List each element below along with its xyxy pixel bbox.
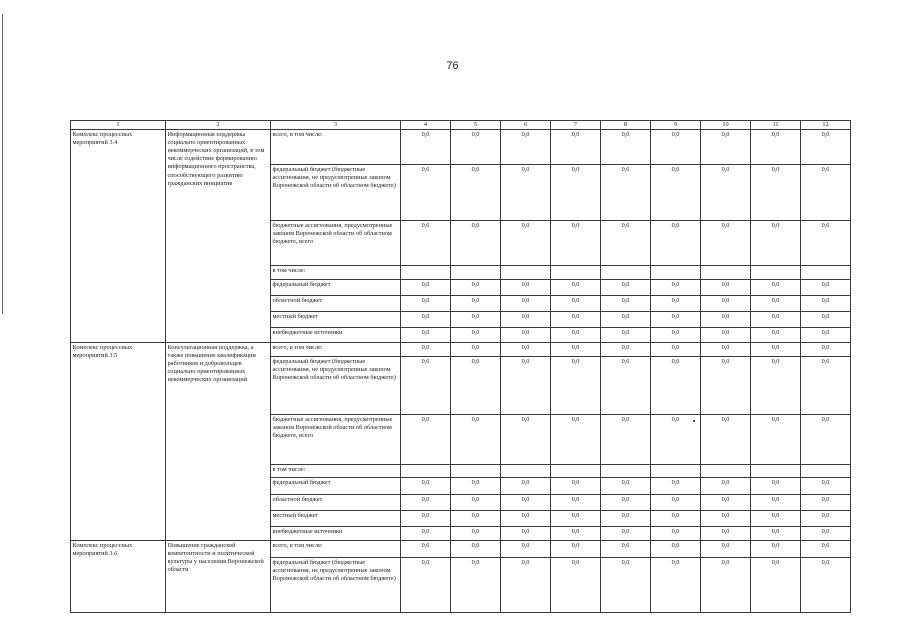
value-cell: 0,0	[601, 296, 651, 312]
value-cell: 0,0	[751, 296, 801, 312]
value-cell: 0,0	[651, 357, 701, 415]
funding-source-label: областной бюджет	[271, 296, 401, 312]
value-cell: 0,0	[401, 511, 451, 527]
value-cell: 0,0	[651, 221, 701, 266]
value-cell	[601, 465, 651, 478]
value-cell: 0,0	[501, 415, 551, 465]
value-cell: 0,0	[651, 328, 701, 343]
value-cell	[501, 266, 551, 280]
value-cell: 0,0	[551, 558, 601, 613]
value-cell: 0,0	[751, 478, 801, 495]
value-cell: 0,0	[451, 165, 501, 221]
funding-source-label: бюджетные ассигнования, предусмотренные законом Воронежской области об областном бюджете, всего	[271, 221, 401, 266]
column-header: 1	[71, 121, 166, 130]
value-cell: 0,0	[751, 357, 801, 415]
value-cell: 0,0	[751, 558, 801, 613]
activity-description-cell: Консультационная поддержка, а также повышение квалификации работников и добровольцев социально ориентированных некоммерческих организаций	[166, 343, 271, 541]
value-cell: 0,0	[601, 495, 651, 511]
value-cell: 0,0	[751, 415, 801, 465]
value-cell	[751, 266, 801, 280]
page-edge-line	[2, 14, 3, 314]
value-cell: 0,0	[551, 312, 601, 328]
value-cell: 0,0	[451, 343, 501, 357]
value-cell: 0,0	[651, 280, 701, 296]
value-cell: 0,0	[401, 296, 451, 312]
value-cell: 0,0	[401, 478, 451, 495]
value-cell: 0,0	[751, 312, 801, 328]
funding-source-label: федеральный бюджет	[271, 478, 401, 495]
value-cell: 0,0	[801, 296, 851, 312]
page-number: 76	[446, 60, 459, 72]
value-cell: 0,0	[501, 527, 551, 541]
value-cell: 0,0	[601, 165, 651, 221]
activity-complex-cell: Комплекс процессных мероприятий 3.5	[71, 343, 166, 541]
value-cell: 0,0	[501, 558, 551, 613]
column-header: 10	[701, 121, 751, 130]
value-cell: 0,0	[701, 296, 751, 312]
value-cell: 0,0	[451, 221, 501, 266]
value-cell: 0,0	[751, 343, 801, 357]
value-cell	[701, 266, 751, 280]
value-cell: 0,0	[401, 415, 451, 465]
value-cell: 0,0	[751, 221, 801, 266]
value-cell	[651, 266, 701, 280]
value-cell	[551, 266, 601, 280]
value-cell: 0,0	[801, 328, 851, 343]
column-header: 4	[401, 121, 451, 130]
value-cell: 0,0	[751, 328, 801, 343]
funding-source-label: федеральный бюджет (бюджетные ассигнования, не предусмотренные законом Воронежской области об областном бюджете)	[271, 165, 401, 221]
column-header: 5	[451, 121, 501, 130]
value-cell: 0,0	[701, 495, 751, 511]
value-cell: 0,0	[601, 280, 651, 296]
value-cell: 0,0	[501, 343, 551, 357]
funding-source-label: всего, в том числе:	[271, 130, 401, 165]
value-cell: 0,0	[701, 541, 751, 558]
column-header: 12	[801, 121, 851, 130]
column-header: 3	[271, 121, 401, 130]
value-cell: 0,0	[401, 130, 451, 165]
value-cell: 0,0	[551, 495, 601, 511]
value-cell: 0,0	[501, 312, 551, 328]
value-cell: 0,0	[701, 221, 751, 266]
value-cell: 0,0	[501, 296, 551, 312]
funding-source-label: бюджетные ассигнования, предусмотренные законом Воронежской области об областном бюджете, всего	[271, 415, 401, 465]
funding-source-label: федеральный бюджет (бюджетные ассигнования, не предусмотренные законом Воронежской области об областном бюджете)	[271, 558, 401, 613]
funding-source-label: в том числе:	[271, 465, 401, 478]
value-cell: 0,0	[601, 415, 651, 465]
value-cell: 0,0	[651, 415, 701, 465]
value-cell: 0,0	[651, 130, 701, 165]
value-cell: 0,0	[501, 221, 551, 266]
value-cell: 0,0	[451, 296, 501, 312]
value-cell: 0,0	[401, 558, 451, 613]
value-cell: 0,0	[701, 280, 751, 296]
value-cell: 0,0	[801, 357, 851, 415]
value-cell: 0,0	[701, 312, 751, 328]
value-cell: 0,0	[801, 130, 851, 165]
value-cell	[751, 465, 801, 478]
value-cell: 0,0	[801, 415, 851, 465]
value-cell	[801, 465, 851, 478]
activity-description-cell: Информационная поддержка социально ориентированных некоммерческих организаций, в том числе содействие формированию информационного пространства, способствующего развитию гражданских инициатив	[166, 130, 271, 343]
value-cell: 0,0	[751, 527, 801, 541]
value-cell: 0,0	[451, 495, 501, 511]
value-cell: 0,0	[601, 357, 651, 415]
table-row	[71, 130, 851, 165]
value-cell: 0,0	[551, 511, 601, 527]
value-cell: 0,0	[701, 415, 751, 465]
column-header: 9	[651, 121, 701, 130]
funding-source-label: федеральный бюджет	[271, 280, 401, 296]
value-cell: 0,0	[601, 541, 651, 558]
value-cell: 0,0	[601, 511, 651, 527]
funding-source-label: местный бюджет	[271, 511, 401, 527]
value-cell: 0,0	[701, 478, 751, 495]
value-cell: 0,0	[801, 478, 851, 495]
value-cell: 0,0	[401, 541, 451, 558]
value-cell: 0,0	[401, 328, 451, 343]
value-cell: 0,0	[501, 495, 551, 511]
value-cell: 0,0	[451, 280, 501, 296]
activity-complex-cell: Комплекс процессных мероприятий 3.4	[71, 130, 166, 343]
activity-complex-cell: Комплекс процессных мероприятий 3.6	[71, 541, 166, 613]
value-cell: 0,0	[751, 511, 801, 527]
value-cell: 0,0	[601, 130, 651, 165]
value-cell: 0,0	[751, 165, 801, 221]
value-cell: 0,0	[751, 541, 801, 558]
value-cell: 0,0	[751, 280, 801, 296]
value-cell: 0,0	[801, 511, 851, 527]
value-cell: 0,0	[601, 312, 651, 328]
value-cell: 0,0	[501, 328, 551, 343]
column-header: 2	[166, 121, 271, 130]
value-cell: 0,0	[551, 280, 601, 296]
value-cell: 0,0	[651, 541, 701, 558]
value-cell: 0,0	[451, 541, 501, 558]
value-cell: 0,0	[701, 357, 751, 415]
value-cell: 0,0	[651, 165, 701, 221]
value-cell	[651, 465, 701, 478]
value-cell: 0,0	[551, 541, 601, 558]
funding-source-label: всего, в том числе:	[271, 343, 401, 357]
value-cell: 0,0	[551, 357, 601, 415]
value-cell: 0,0	[551, 130, 601, 165]
value-cell: 0,0	[551, 415, 601, 465]
value-cell	[451, 266, 501, 280]
value-cell: 0,0	[701, 165, 751, 221]
value-cell: 0,0	[551, 296, 601, 312]
value-cell: 0,0	[751, 495, 801, 511]
value-cell: 0,0	[451, 527, 501, 541]
value-cell: 0,0	[751, 130, 801, 165]
value-cell: 0,0	[451, 328, 501, 343]
column-header: 8	[601, 121, 651, 130]
value-cell: 0,0	[651, 296, 701, 312]
funding-source-label: областной бюджет	[271, 495, 401, 511]
value-cell: 0,0	[451, 415, 501, 465]
column-header: 7	[551, 121, 601, 130]
value-cell: 0,0	[651, 478, 701, 495]
funding-source-label: всего, в том числе:	[271, 541, 401, 558]
value-cell	[401, 465, 451, 478]
funding-source-label: внебюджетные источники	[271, 328, 401, 343]
value-cell: 0,0	[801, 343, 851, 357]
value-cell: 0,0	[801, 527, 851, 541]
funding-source-label: внебюджетные источники	[271, 527, 401, 541]
value-cell: 0,0	[801, 495, 851, 511]
value-cell: 0,0	[501, 280, 551, 296]
value-cell: 0,0	[801, 221, 851, 266]
value-cell: 0,0	[401, 495, 451, 511]
funding-source-label: местный бюджет	[271, 312, 401, 328]
value-cell: 0,0	[501, 511, 551, 527]
value-cell: 0,0	[451, 558, 501, 613]
value-cell: 0,0	[651, 558, 701, 613]
value-cell: 0,0	[401, 527, 451, 541]
value-cell: 0,0	[801, 558, 851, 613]
value-cell: 0,0	[701, 558, 751, 613]
value-cell: 0,0	[551, 478, 601, 495]
value-cell: 0,0	[551, 328, 601, 343]
value-cell: 0,0	[801, 280, 851, 296]
value-cell: 0,0	[601, 328, 651, 343]
value-cell: 0,0	[651, 527, 701, 541]
column-header: 6	[501, 121, 551, 130]
value-cell: 0,0	[451, 130, 501, 165]
value-cell	[701, 465, 751, 478]
value-cell	[501, 465, 551, 478]
value-cell: 0,0	[801, 312, 851, 328]
value-cell: 0,0	[801, 541, 851, 558]
value-cell: 0,0	[551, 527, 601, 541]
value-cell	[801, 266, 851, 280]
value-cell	[551, 465, 601, 478]
value-cell: 0,0	[501, 165, 551, 221]
value-cell	[401, 266, 451, 280]
value-cell: 0,0	[401, 221, 451, 266]
value-cell: 0,0	[451, 511, 501, 527]
value-cell	[601, 266, 651, 280]
budget-table	[70, 120, 851, 613]
funding-source-label: в том числе:	[271, 266, 401, 280]
value-cell: 0,0	[401, 343, 451, 357]
value-cell: 0,0	[701, 511, 751, 527]
value-cell: 0,0	[601, 478, 651, 495]
value-cell: 0,0	[601, 221, 651, 266]
value-cell: 0,0	[651, 343, 701, 357]
value-cell	[451, 465, 501, 478]
value-cell: 0,0	[651, 312, 701, 328]
value-cell: 0,0	[551, 165, 601, 221]
value-cell: 0,0	[501, 541, 551, 558]
value-cell: 0,0	[651, 511, 701, 527]
value-cell: 0,0	[601, 343, 651, 357]
value-cell: 0,0	[401, 357, 451, 415]
value-cell: 0,0	[501, 478, 551, 495]
value-cell: 0,0	[701, 130, 751, 165]
value-cell: 0,0	[701, 328, 751, 343]
value-cell: 0,0	[451, 312, 501, 328]
value-cell: 0,0	[401, 280, 451, 296]
value-cell: 0,0	[801, 165, 851, 221]
value-cell: 0,0	[451, 357, 501, 415]
table-row	[71, 343, 851, 357]
value-cell: 0,0	[551, 343, 601, 357]
value-cell: 0,0	[551, 221, 601, 266]
value-cell: 0,0	[501, 130, 551, 165]
header-row	[71, 121, 851, 130]
value-cell: 0,0	[501, 357, 551, 415]
value-cell: 0,0	[401, 165, 451, 221]
table-body	[71, 130, 851, 613]
value-cell: 0,0	[701, 343, 751, 357]
value-cell: 0,0	[601, 558, 651, 613]
table-row	[71, 541, 851, 558]
funding-source-label: федеральный бюджет (бюджетные ассигнования, не предусмотренные законом Воронежской области об областном бюджете)	[271, 357, 401, 415]
value-cell: 0,0	[401, 312, 451, 328]
column-header: 11	[751, 121, 801, 130]
value-cell: 0,0	[601, 527, 651, 541]
value-cell: 0,0	[451, 478, 501, 495]
value-cell: 0,0	[651, 495, 701, 511]
value-cell: 0,0	[701, 527, 751, 541]
activity-description-cell: Повышение гражданской компетентности и политической культуры у населения Воронежской области	[166, 541, 271, 613]
stray-dot-mark	[693, 420, 695, 422]
